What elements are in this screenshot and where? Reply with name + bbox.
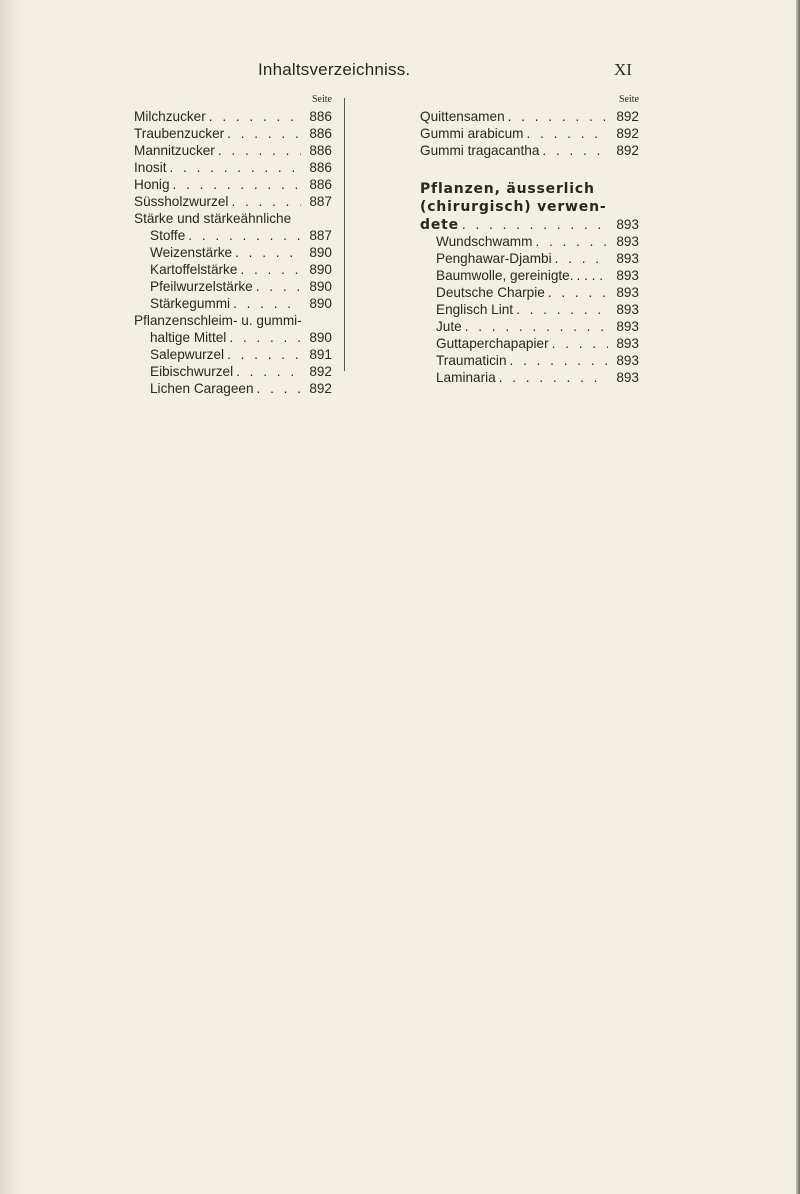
index-entry [134, 176, 332, 193]
entry-page: 893 [616, 353, 639, 368]
leader-dots [552, 335, 608, 352]
entry-text: Gummi tragacantha [420, 143, 540, 158]
index-entry [134, 125, 332, 142]
entry-text: Penghawar-Djambi [436, 251, 552, 266]
index-column-right [420, 92, 639, 386]
entry-text: Baumwolle, gereinigte. [436, 268, 574, 283]
entry-page: 893 [616, 285, 639, 300]
index-entry [134, 363, 332, 380]
entry-text: Stärkegummi [150, 296, 231, 311]
index-entry [420, 352, 639, 369]
index-entry [420, 284, 639, 301]
leader-dots [257, 380, 301, 397]
entry-page: 893 [616, 302, 639, 317]
section-spacer [420, 159, 639, 180]
entry-text: Wundschwamm [436, 234, 533, 249]
leader-dots [173, 176, 301, 193]
entry-text: Lichen Carageen [150, 381, 254, 396]
leader-dots [499, 369, 608, 386]
leader-dots [555, 250, 608, 267]
entry-page: 893 [616, 268, 639, 283]
index-entry [134, 329, 332, 346]
running-head-title: Inhaltsverzeichniss. [258, 60, 411, 79]
index-entry [420, 318, 639, 335]
entry-page: 892 [309, 381, 332, 396]
leader-dots [508, 108, 608, 125]
index-entry [134, 108, 332, 125]
leader-dots [233, 295, 301, 312]
entry-page: 892 [309, 364, 332, 379]
section-heading: Pflanzen, äusserlich [420, 181, 595, 197]
entry-text: Eibischwurzel [150, 364, 234, 379]
leader-dots [527, 125, 609, 142]
leader-dots [535, 233, 608, 250]
index-entry [420, 233, 639, 250]
section-heading: dete [420, 217, 459, 233]
entry-page: 892 [616, 126, 639, 141]
entry-page: 893 [616, 336, 639, 351]
index-entry [420, 125, 639, 142]
column-divider [344, 98, 345, 371]
entry-text: Deutsche Charpie [436, 285, 545, 300]
index-entry [134, 142, 332, 159]
entry-page: 886 [309, 177, 332, 192]
group-heading: Stärke und stärkeähnliche [134, 211, 292, 226]
index-entry [134, 227, 332, 244]
index-entry [134, 380, 332, 397]
entry-page: 893 [616, 234, 639, 249]
index-entry [134, 346, 332, 363]
entry-page: 893 [616, 370, 639, 385]
entry-page: 887 [309, 194, 332, 209]
entry-page: 890 [309, 245, 332, 260]
leader-dots [227, 125, 301, 142]
entry-page: 893 [616, 217, 639, 232]
column-label-seite: Seite [619, 94, 639, 105]
entry-page: 893 [616, 251, 639, 266]
index-entry [420, 250, 639, 267]
leader-dots [577, 267, 608, 284]
entry-page: 890 [309, 296, 332, 311]
index-entry [134, 295, 332, 312]
leader-dots [170, 159, 302, 176]
entry-text: Englisch Lint [436, 302, 514, 317]
leader-dots [510, 352, 608, 369]
index-entry [420, 142, 639, 159]
entry-text: Gummi arabicum [420, 126, 524, 141]
section-heading: (chirurgisch) verwen- [420, 199, 607, 215]
entry-page: 886 [309, 143, 332, 158]
entry-page: 886 [309, 126, 332, 141]
leader-dots [188, 227, 301, 244]
entry-text: Pfeilwurzelstärke [150, 279, 253, 294]
entry-text: Laminaria [436, 370, 496, 385]
entry-text: Traubenzucker [134, 126, 225, 141]
entry-page: 892 [616, 143, 639, 158]
entry-text: Jute [436, 319, 462, 334]
entry-text: Mannitzucker [134, 143, 215, 158]
index-entry [420, 301, 639, 318]
entry-page: 886 [309, 160, 332, 175]
page-number: XI [614, 60, 632, 79]
index-column-left [134, 92, 332, 397]
entry-page: 886 [309, 109, 332, 124]
entry-text: Süssholzwurzel [134, 194, 229, 209]
entry-page: 893 [616, 319, 639, 334]
entry-text: Milchzucker [134, 109, 206, 124]
leader-dots [218, 142, 301, 159]
entry-text: Kartoffelstärke [150, 262, 238, 277]
entry-page: 892 [616, 109, 639, 124]
entry-text: Quittensamen [420, 109, 505, 124]
entry-text: haltige Mittel [150, 330, 227, 345]
section-heading-entry [420, 216, 639, 233]
index-entry [420, 369, 639, 386]
index-entry [134, 261, 332, 278]
entry-text: Weizenstärke [150, 245, 233, 260]
index-entry [420, 335, 639, 352]
entry-text: Inosit [134, 160, 167, 175]
column-label-seite: Seite [312, 94, 332, 105]
entry-page: 890 [309, 279, 332, 294]
page-edge-shadow [0, 0, 22, 1194]
entry-page: 890 [309, 330, 332, 345]
index-entry [420, 267, 639, 284]
leader-dots [235, 244, 301, 261]
leader-dots [236, 363, 301, 380]
leader-dots [542, 142, 608, 159]
index-entry [134, 244, 332, 261]
leader-dots [227, 346, 301, 363]
leader-dots [516, 301, 608, 318]
entry-text: Traumaticin [436, 353, 507, 368]
entry-page: 887 [309, 228, 332, 243]
leader-dots [548, 284, 608, 301]
leader-dots [209, 108, 301, 125]
entry-text: Guttaperchapapier [436, 336, 549, 351]
index-entry [134, 159, 332, 176]
entry-text: Stoffe [150, 228, 186, 243]
entry-page: 891 [309, 347, 332, 362]
leader-dots [462, 216, 608, 234]
leader-dots [240, 261, 301, 278]
leader-dots [229, 329, 301, 346]
leader-dots [231, 193, 301, 210]
group-heading: Pflanzenschleim- u. gummi- [134, 313, 302, 328]
leader-dots [256, 278, 301, 295]
index-entry [134, 278, 332, 295]
index-entry [420, 108, 639, 125]
entry-text: Salepwurzel [150, 347, 225, 362]
entry-text: Honig [134, 177, 170, 192]
index-entry [134, 193, 332, 210]
entry-page: 890 [309, 262, 332, 277]
page-edge-dark [796, 0, 800, 1194]
leader-dots [465, 318, 608, 335]
